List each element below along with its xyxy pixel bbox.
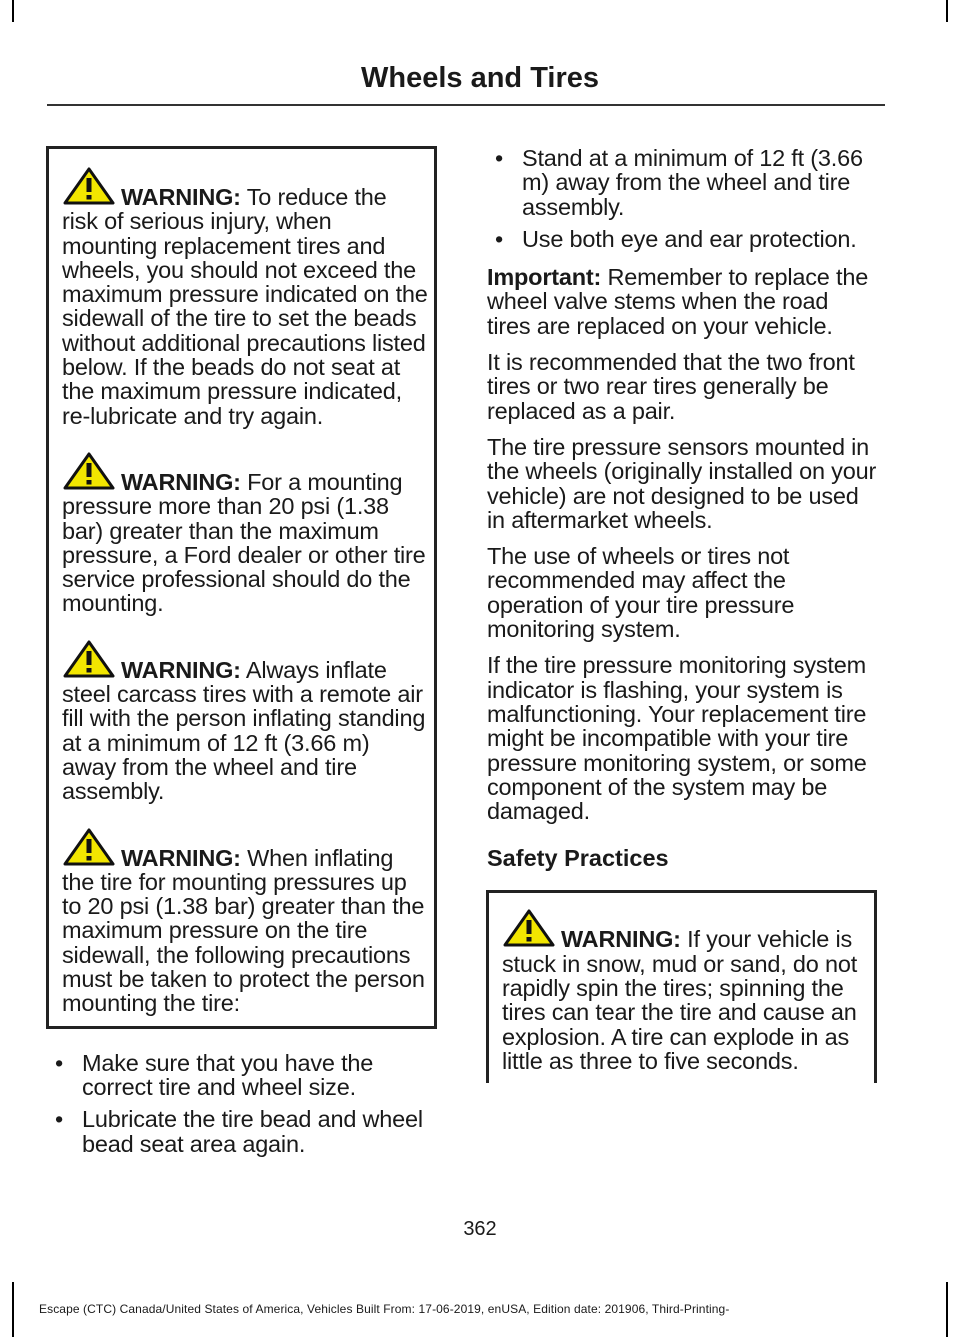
paragraph: The use of wheels or tires not recommended may affect the operation of your tire pressure monitoring system.: [487, 543, 795, 643]
warning-label: WARNING:: [121, 844, 241, 871]
publication-footer: Escape (CTC) Canada/United States of America, Vehicles Built From: 17-06-2019, enUSA, Edition date: 201906, Third-Printing-: [39, 1302, 730, 1316]
warning-text: When inflating the tire for mounting pressures up to 20 psi (1.38 bar) greater than the maximum pressure on the tire sidewall, the following precautions must be taken to protect the person mounting the tire:: [62, 844, 425, 1017]
crop-mark-top-left: [12, 0, 14, 22]
warning-text: Always inflate steel carcass tires with a remote air fill with the person inflating standing at a minimum of 12 ft (3.66 m) away from the wheel and tire assembly.: [62, 656, 426, 805]
list-item-text: Lubricate the tire bead and wheel bead seat area again.: [82, 1106, 423, 1157]
list-item-text: Make sure that you have the correct tire and wheel size.: [82, 1049, 374, 1100]
warning-triangle-icon: [503, 909, 555, 947]
warning-triangle-icon: [63, 640, 115, 678]
paragraph: The tire pressure sensors mounted in the wheels (originally installed on your vehicle) are not designed to be used in aftermarket wheels.: [487, 433, 877, 533]
list-item: • Lubricate the tire bead and wheel bead seat area again.: [55, 1106, 423, 1157]
warning-2: [62, 440, 428, 628]
list-item-text: Use both eye and ear protection.: [522, 225, 857, 252]
important-text: Remember to replace the wheel valve stems when the road tires are replaced on your vehicle.: [487, 264, 869, 339]
warning-4: [62, 816, 428, 1026]
warning-label: WARNING:: [121, 656, 241, 683]
warning-1: [62, 149, 428, 440]
warning-box-right: [486, 890, 877, 1083]
crop-mark-bottom-right: [946, 1282, 948, 1337]
crop-mark-bottom-left: [12, 1282, 14, 1337]
important-note: [487, 265, 877, 338]
warning-triangle-icon: [63, 828, 115, 866]
warning-3: [62, 628, 428, 816]
list-item: • Stand at a minimum of 12 ft (3.66 m) away from the wheel and tire assembly.: [495, 145, 863, 220]
paragraph: If the tire pressure monitoring system indicator is flashing, your system is malfunctioning. Your replacement tire might be incompatible with your tire pressure monitoring system, or some component of the system may be damaged.: [487, 652, 867, 825]
warning-triangle-icon: [63, 452, 115, 490]
warning-triangle-icon: [63, 167, 115, 205]
header-divider: [47, 104, 885, 106]
list-item-text: Stand at a minimum of 12 ft (3.66 m) away from the wheel and tire assembly.: [522, 145, 863, 220]
important-label: Important:: [487, 264, 602, 291]
warning-5: [502, 893, 868, 1083]
warning-text: To reduce the risk of serious injury, when mounting replacement tires and wheels, you should not exceed the maximum pressure indicated on the sidewall of the tire to set the beads without additional precautions listed below. If the beads do not seat at the maximum pressure indicated, re-lubricate and try again.: [62, 184, 428, 429]
warning-text: For a mounting pressure more than 20 psi (1.38 bar) greater than the maximum pressure, a Ford dealer or other tire service professional should do the mounting.: [62, 468, 426, 617]
paragraph: It is recommended that the two front tires or two rear tires generally be replaced as a pair.: [487, 349, 855, 424]
list-item: • Make sure that you have the correct tire and wheel size.: [55, 1049, 374, 1100]
warning-label: WARNING:: [121, 468, 241, 495]
warning-label: WARNING:: [121, 184, 241, 210]
section-heading: Safety Practices: [487, 845, 669, 872]
crop-mark-top-right: [946, 0, 948, 22]
warning-text: If your vehicle is stuck in snow, mud or sand, do not rapidly spin the tires; spinning the tires can tear the tire and cause an explosion. A tire can explode in as little as three to five seconds.: [502, 926, 858, 1074]
left-column: [47, 146, 437, 1164]
list-item: • Use both eye and ear protection.: [495, 225, 857, 252]
warning-label: WARNING:: [561, 926, 681, 953]
page-number: 362: [463, 1218, 497, 1240]
page-title: Wheels and Tires: [361, 62, 599, 94]
warning-box-left: [46, 146, 437, 1029]
right-column: [487, 146, 877, 1083]
